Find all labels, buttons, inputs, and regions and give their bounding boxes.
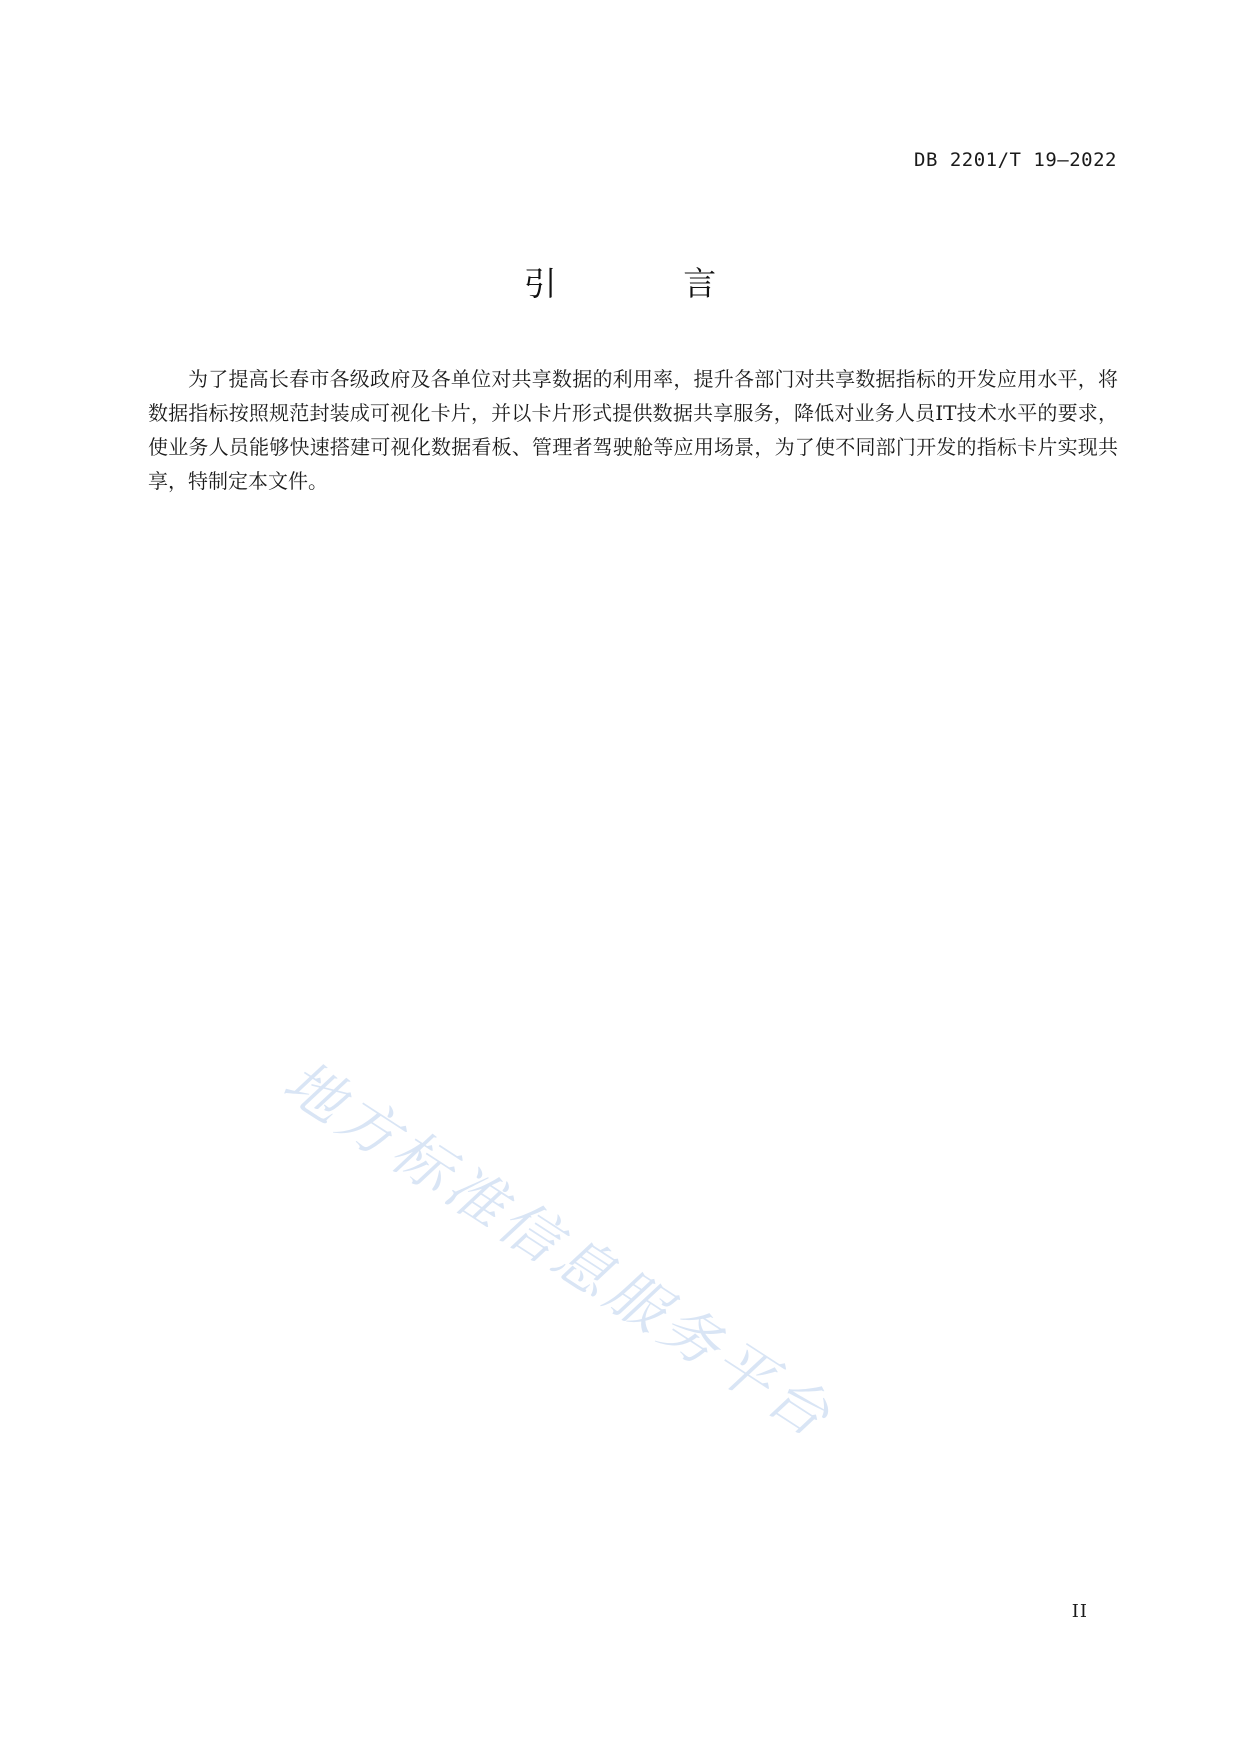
page-title: 引 言 [523,264,775,303]
document-code: DB 2201/T 19—2022 [914,149,1117,171]
watermark: 地方标准信息服务平台 [271,1046,846,1453]
page-number: II [1071,1601,1088,1622]
intro-paragraph: 为了提高长春市各级政府及各单位对共享数据的利用率，提升各部门对共享数据指标的开发应用水平，将数据指标按照规范封装成可视化卡片，并以卡片形式提供数据共享服务，降低对业务人员IT技术水平的要求，使业务人员能够快速搭建可视化数据看板、管理者驾驶舱等应用场景，为了使不同部门开发的指标卡片实现共享，特制定本文件。 [148,367,1118,493]
